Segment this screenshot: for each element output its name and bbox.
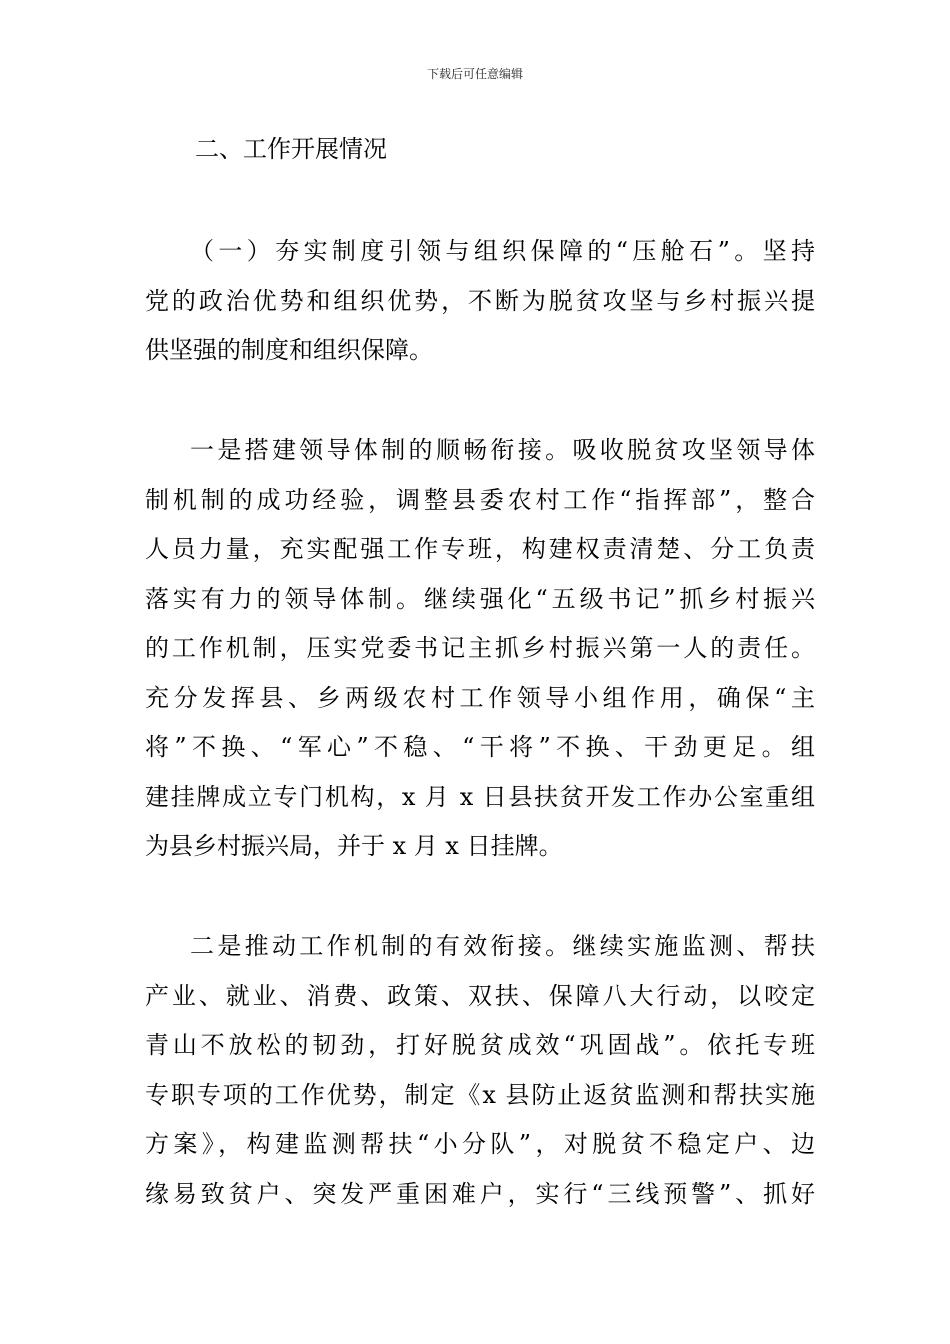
paragraph-line: 制机制的成功经验，调整县委农村工作“指挥部”，整合 — [145, 485, 815, 514]
paragraph-line: 落实有力的领导体制。继续强化“五级书记”抓乡村振兴 — [145, 584, 815, 613]
paragraph-line: 充分发挥县、乡两级农村工作领导小组作用，确保“主 — [145, 683, 815, 712]
paragraph-line: 青山不放松的韧劲，打好脱贫成效“巩固战”。依托专班 — [145, 1031, 815, 1059]
paragraph-line: 的工作机制，压实党委书记主抓乡村振兴第一人的责任。 — [145, 634, 815, 662]
download-note: 下载后可任意编辑 — [426, 67, 523, 81]
section-heading: 二、工作开展情况 — [195, 135, 387, 163]
paragraph-line: 供坚强的制度和组织保障。 — [145, 336, 433, 364]
paragraph-1 — [145, 227, 815, 376]
paragraph-line: 方案》，构建监测帮扶“小分队”，对脱贫不稳定户、边 — [145, 1130, 815, 1158]
paragraph-line: 建挂牌成立专门机构，x 月 x 日县扶贫开发工作办公室重组 — [145, 782, 815, 811]
paragraph-line: 为县乡村振兴局，并于 x 月 x 日挂牌。 — [145, 832, 563, 860]
paragraph-line: 将”不换、“军心”不稳、“干将”不换、干劲更足。组 — [145, 733, 815, 761]
paragraph-line: （一）夯实制度引领与组织保障的“压舱石”。坚持 — [190, 237, 815, 265]
paragraph-line: 缘易致贫户、突发严重困难户，实行“三线预警”、抓好 — [145, 1179, 815, 1208]
paragraph-3 — [145, 922, 815, 1219]
paragraph-line: 二是推动工作机制的有效衔接。继续实施监测、帮扶 — [190, 932, 815, 960]
paragraph-line: 一是搭建领导体制的顺畅衔接。吸收脱贫攻坚领导体 — [190, 436, 815, 464]
paragraph-2 — [145, 426, 815, 872]
paragraph-line: 产业、就业、消费、政策、双扶、保障八大行动，以咬定 — [145, 981, 815, 1010]
paragraph-line: 党的政治优势和组织优势，不断为脱贫攻坚与乡村振兴提 — [145, 286, 815, 315]
paragraph-line: 专职专项的工作优势，制定《x 县防止返贫监测和帮扶实施 — [145, 1080, 815, 1109]
paragraph-line: 人员力量，充实配强工作专班，构建权责清楚、分工负责 — [145, 535, 815, 563]
